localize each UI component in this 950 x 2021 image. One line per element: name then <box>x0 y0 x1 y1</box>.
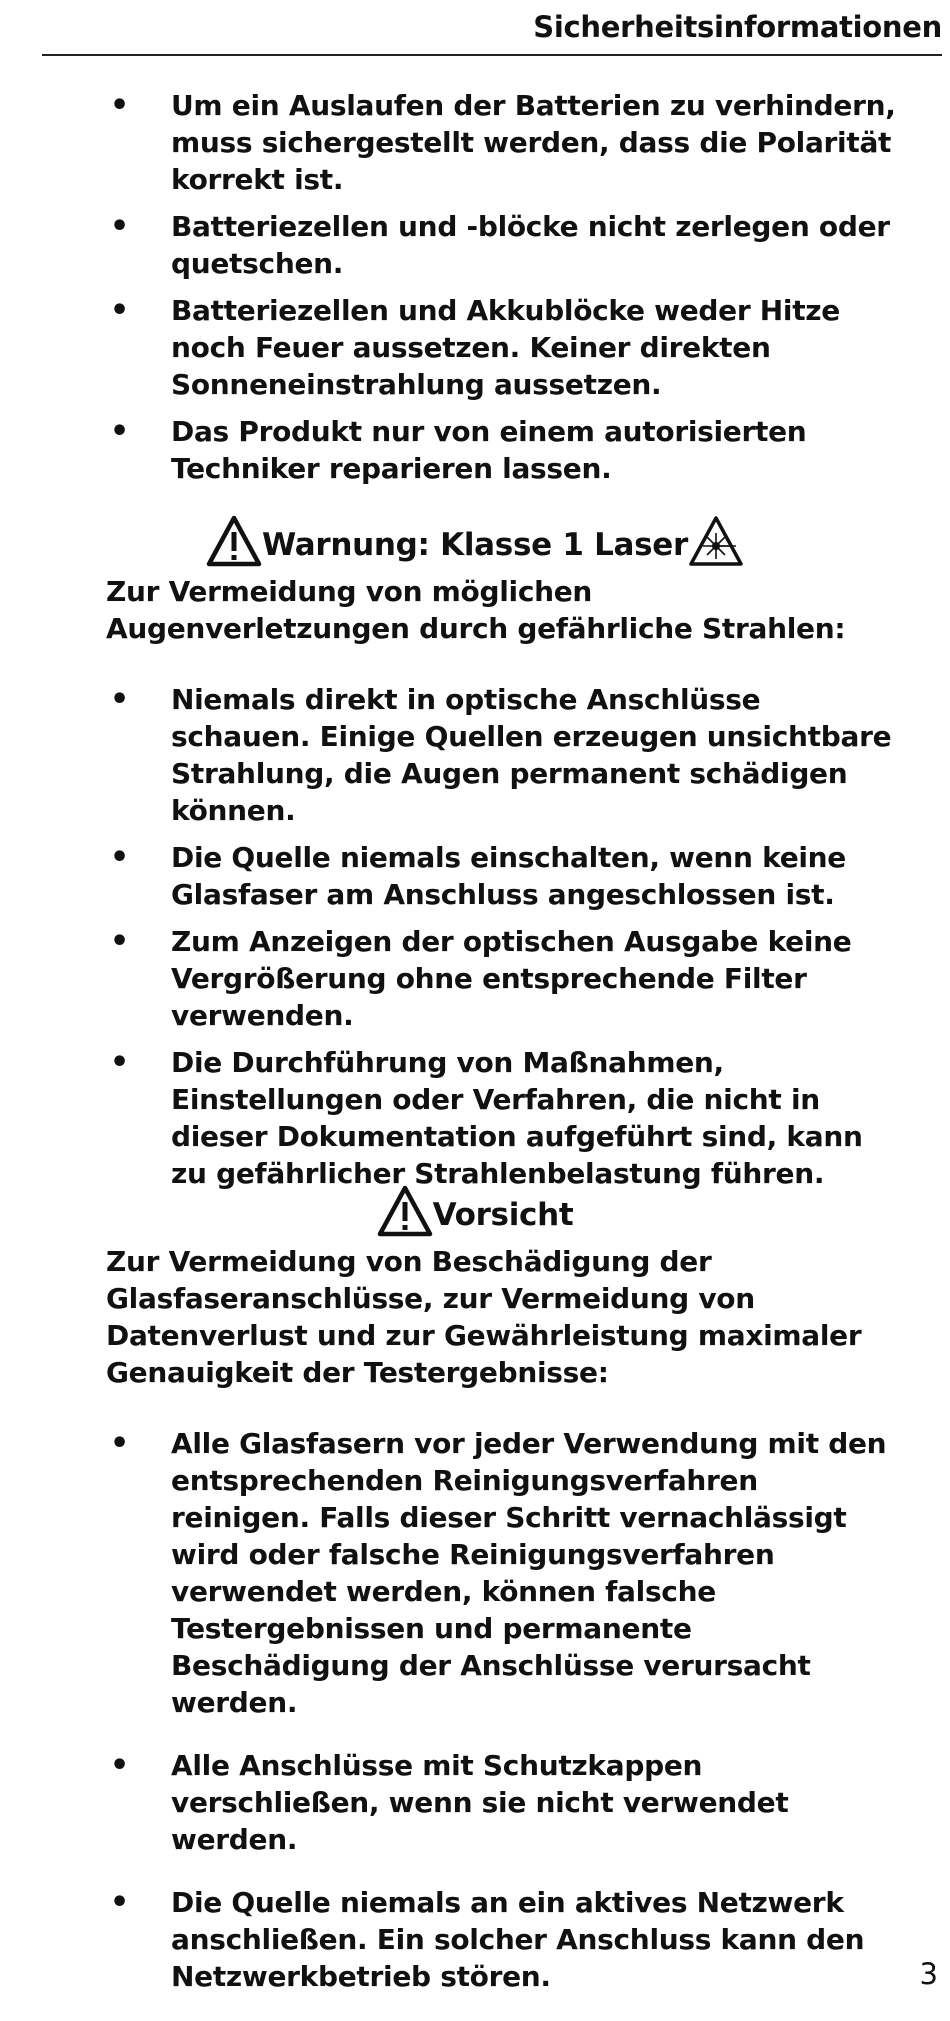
laser-warning-title: Warnung: Klasse 1 Laser <box>261 527 689 563</box>
list-item <box>100 87 900 198</box>
caution-intro: Zur Vermeidung von Beschädigung der Glasfaseranschlüsse, zur Vermeidung von Datenverlust und zur Gewährleistung maximaler Genauigkeit der Testergebnisse: <box>106 1245 862 1389</box>
list-item-text: Niemals direkt in optische Anschlüsse schauen. Einige Quellen erzeugen unsichtbare Strahlung, die Augen permanent schädigen können. <box>171 683 892 827</box>
list-item-text: Das Produkt nur von einem autorisierten Techniker reparieren lassen. <box>171 415 807 485</box>
warning-triangle-icon <box>377 1185 433 1245</box>
laser-hazard-icon <box>688 515 744 575</box>
laser-warning-intro: Zur Vermeidung von möglichen Augenverletzungen durch gefährliche Strahlen: <box>106 575 846 645</box>
list-item <box>100 1747 900 1858</box>
bullet-icon: • <box>110 840 129 875</box>
bullet-icon: • <box>110 1045 129 1080</box>
bullet-icon: • <box>110 1748 129 1783</box>
list-item <box>100 1884 900 1995</box>
caution-heading <box>0 1185 950 1245</box>
caution-list <box>100 1425 900 2021</box>
list-item <box>100 208 900 282</box>
list-item <box>100 1425 900 1721</box>
bullet-icon: • <box>110 414 129 449</box>
list-item-text: Alle Glasfasern vor jeder Verwendung mit den entsprechenden Reinigungsverfahren reinigen. Falls dieser Schritt vernachlässigt wird oder falsche Reinigungsverfahren verwendet werden, können falsche Testergebnissen und permanente Beschädigung der Anschlüsse verursacht werden. <box>171 1427 887 1719</box>
list-item <box>100 413 900 487</box>
bullet-icon: • <box>110 209 129 244</box>
list-item-text: Batteriezellen und -blöcke nicht zerlegen oder quetschen. <box>171 210 890 280</box>
list-item-text: Alle Anschlüsse mit Schutzkappen verschließen, wenn sie nicht verwendet werden. <box>171 1749 789 1856</box>
bullet-icon: • <box>110 293 129 328</box>
laser-warning-heading <box>0 515 950 575</box>
bullet-icon: • <box>110 1885 129 1920</box>
list-item-text: Die Durchführung von Maßnahmen, Einstellungen oder Verfahren, die nicht in dieser Dokumentation aufgeführt sind, kann zu gefährlicher Strahlenbelastung führen. <box>171 1046 863 1190</box>
page-header <box>42 8 942 56</box>
list-item-text: Batteriezellen und Akkublöcke weder Hitze noch Feuer aussetzen. Keiner direkten Sonneneinstrahlung aussetzen. <box>171 294 840 401</box>
bullet-icon: • <box>110 682 129 717</box>
laser-warning-list <box>100 681 900 1202</box>
list-item-text: Um ein Auslaufen der Batterien zu verhindern, muss sichergestellt werden, dass die Polarität korrekt ist. <box>171 89 896 196</box>
bullet-icon: • <box>110 88 129 123</box>
caution-title: Vorsicht <box>432 1197 574 1233</box>
list-item <box>100 923 900 1034</box>
list-item-text: Die Quelle niemals an ein aktives Netzwerk anschließen. Ein solcher Anschluss kann den Netzwerkbetrieb stören. <box>171 1886 865 1993</box>
list-item <box>100 292 900 403</box>
section-title: Sicherheitsinformationen <box>533 10 942 44</box>
list-item <box>100 681 900 829</box>
list-item <box>100 1044 900 1192</box>
list-item-text: Zum Anzeigen der optischen Ausgabe keine Vergrößerung ohne entsprechende Filter verwenden. <box>171 925 852 1032</box>
list-item <box>100 839 900 913</box>
battery-safety-list <box>100 87 900 497</box>
bullet-icon: • <box>110 1426 129 1461</box>
list-item-text: Die Quelle niemals einschalten, wenn keine Glasfaser am Anschluss angeschlossen ist. <box>171 841 847 911</box>
warning-triangle-icon <box>206 515 262 575</box>
bullet-icon: • <box>110 924 129 959</box>
page-number: 3 <box>919 1957 938 1991</box>
